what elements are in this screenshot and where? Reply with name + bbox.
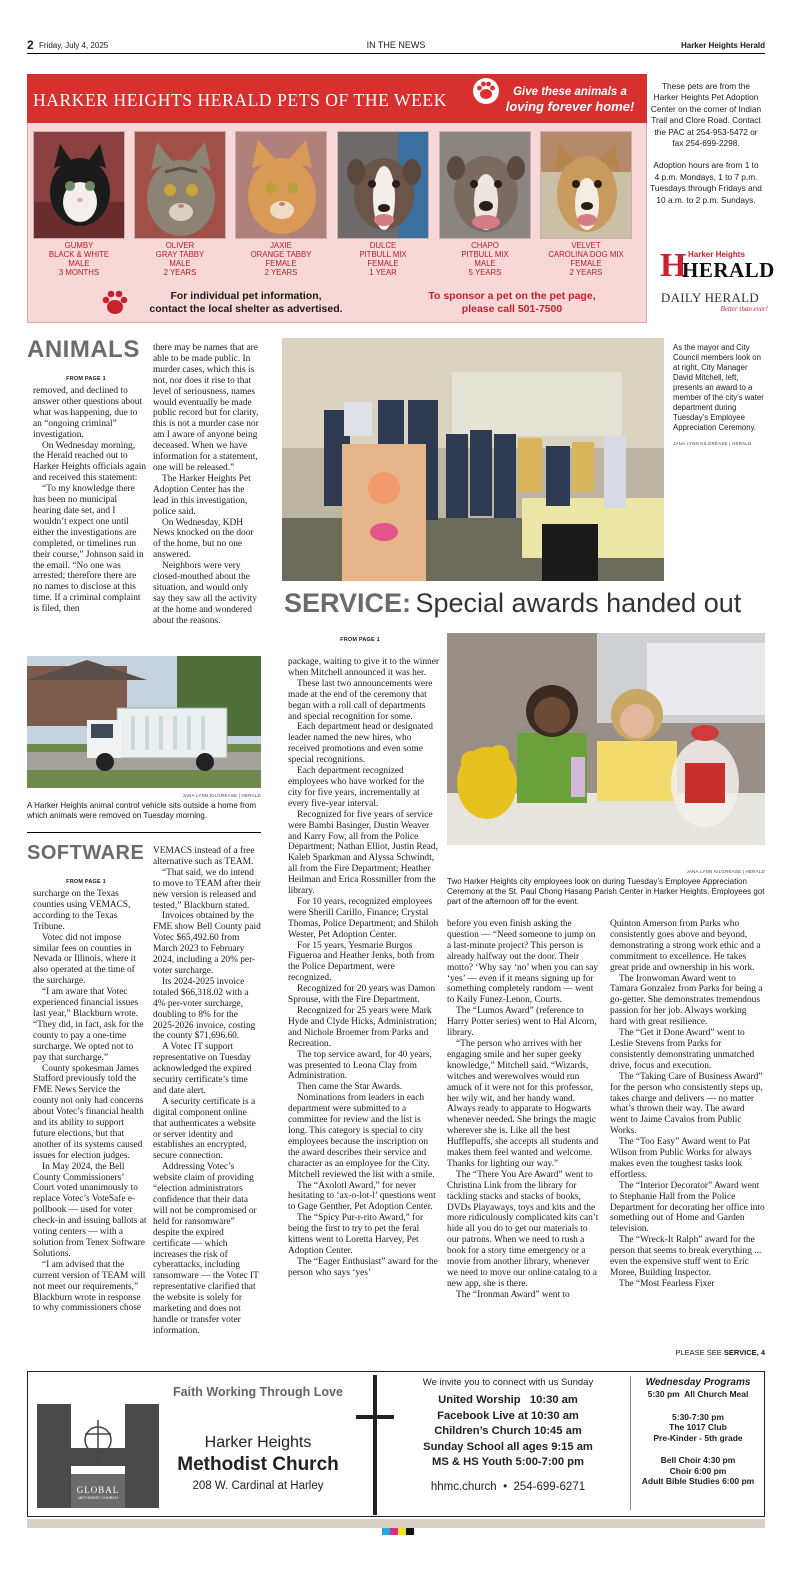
church-contact: hhmc.church • 254-699-6271 bbox=[430, 1481, 586, 1493]
service-column-2: before you even finish asking the question — “Need someone to jump on a last-minute project? This person is already halfway out the door. Their motto? ‘Why say ‘no’ when you can say ‘yes’ — even if it means signing up for something completely random — went to Kaily Funez-Lenon, Courts. The “Lumos Award” (reference to Harry Potter series) went to Hal Alcorn, library. “The person who arrives with her engaging smile and her super geeky knowledge,” Mitchell said. “Wizards, witches and werewolves would run amuck of it were not for this professor, her wily wit, and her handy wand. Always ready to apparate to Hogwarts whenever needed. She brings the magic wherever she is. Like all the best Hufflepuffs, she accepts all students and makes them feel wanted and welcome. Thanks for lighting our way.” The “There You Are Award” went to Christina Link from the library for tackling stacks and stacks of books, DVDs Playaways, toys and kits and the more ridiculously complicated kits can’t hide all you do to get our materials to our patrons. When we need to rush a book for a story time emergency or a movie from another library, whenever we need to move our online catalog to a new app, she is there. The “Ironman Award” went to bbox=[447, 919, 599, 1300]
service-line: Children’s Church 10:45 am bbox=[434, 1425, 582, 1437]
employees-photo-caption: Two Harker Heights city employees look on during Tuesday’s Employee Appreciation Ceremony at the St. Paul Chong Hasang Parish Center in Harker Heights. Employees got part of the afternoon off for the event. bbox=[447, 877, 765, 906]
ceremony-photo-credit: JANA LYNN KILGREASE | HERALD bbox=[673, 441, 752, 446]
animals-photo-credit: JANA LYNN KILGREASE | HERALD bbox=[182, 793, 261, 798]
church-tagline: Faith Working Through Love bbox=[173, 1385, 343, 1399]
jump-line bbox=[610, 1348, 765, 1357]
pet-info-text: For individual pet information, contact the local shelter as advertised. bbox=[149, 290, 343, 315]
software-column-1: surcharge on the Texas counties using VEMACS, according to the Texas Tribune. Votec did not impose similar fees on counties in Nevada or Illinois, where it also operated at the time of the surcharge. “I am aware that Votec experienced financial issues last year,” Blackburn wrote. “They did, in fact, ask for the county to pay a one-time surcharge. We opted not to pay that surcharge.” County spokesman James Stafford previously told the FME News Service the county not only had concerns about Votec’s financial health and its ability to support future elections, but that another of its systems caused issues for election judges. In May 2024, the Bell County Commissioners’ Court voted unanimously to replace Votec’s VoteSafe e-pollbook — used for voter check-in and issuing ballots at voting centers — with a solution from Tenex Software Solutions. “I am advised that the current version of TEAM will not meet our requirements,” Blackburn wrote in response to why commissioners chose bbox=[33, 889, 147, 1314]
pets-tagline bbox=[497, 85, 643, 114]
section-name: IN THE NEWS bbox=[366, 40, 426, 50]
pets-title: HARKER HEIGHTS HERALD PETS OF THE WEEK bbox=[33, 90, 447, 110]
service-column-1: package, waiting to give it to the winner when Mitchell announced it was her. These last two announcements were made at the end of the ceremony that began with a roll call of departments and special recognition for some. Each department head or designated leader named the new hires, who received promotions and even some special recognitions. Each department recognized employees who have worked for the city for five years, incrementally at every five-year interval. Recognized for five years of service were Bambi Basinger, Dustin Weaver and Karry Fow, all from the Police Department; Nathan Elliot, Justin Read, Kaleb Sparkman and Alyssa Schwindt, all from the Fire Department; Heather Heilman and Erica Rossmiller from the library. For 10 years, recognized employees were Sherill Carillo, Finance; Crystal Thomas, Police Department; and Shiloh Wester, Pet Adoption Center. For 15 years, Yesmarie Burgos Figueroa and Heather Jenks, both from the Police Department, were recognized. Recognized for 20 years was Damon Sprouse, with the Fire Department. Recognized for 25 years were Mark Hyde and Clyde Hicks, Administration; and Nichole Broemer from Parks and Recreation. The top service award, for 40 years, was presented to Leona Clay from Administration. Then came the Star Awards. Nominations from leaders in each department were submitted to a committee for review and the list is long. This category is special to city employees because the inscription on the award describes their service and character as an employee for the City. Mitchell reviewed the list with a smile. The “Axolotl Award,” for never hesitating to ‘ax-o-lot-l’ questions went to Gage Genther, Pet Adoption Center. The “Spicy Pur-r-rito Award,” for being the first to try to pet the feral kittens went to Loretta Harvey, Pet Adoption Center. The “Eager Enthusiast” award for the person who says ‘yes’ bbox=[288, 657, 439, 1278]
wed-bible-studies: Adult Bible Studies 6:00 pm bbox=[641, 1476, 755, 1486]
page-date: Friday, July 4, 2025 bbox=[39, 41, 109, 50]
pet-label-jaxie: JAXIE ORANGE TABBY FEMALE 2 YEARS bbox=[250, 241, 312, 277]
page-header bbox=[27, 38, 765, 54]
service-line: Sunday School all ages 9:15 am bbox=[423, 1440, 593, 1453]
animals-photo-caption: A Harker Heights animal control vehicle sits outside a home from which animals were removed on Tuesday morning. bbox=[27, 801, 256, 820]
animals-column-2: there may be names that are able to be made public. In murder cases, which this is not, nor does it rise to that level of seriousness, names would eventually be made public record but for clarity, this is not a murder case nor am I aware of anyone being deceased. When we have information for a statement, one will be released.” The Harker Heights Pet Adoption Center has the lead in this investigation, police said. On Wednesday, KDH News knocked on the door of the home, but no one answered. Neighbors were very closed-mouthed about the situation, and would only say they saw all the activity at the home and wondered about the reasons. bbox=[153, 343, 259, 626]
wed-club-ages: Pre-Kinder - 5th grade bbox=[653, 1432, 743, 1443]
daily-herald-logo: DAILY HERALD bbox=[660, 290, 760, 305]
pet-label-chapo: CHAPO PITBULL MIX MALE 5 YEARS bbox=[461, 241, 509, 277]
church-name-1: Harker Heights bbox=[204, 1434, 312, 1451]
jump-target: SERVICE, 4 bbox=[723, 1348, 765, 1357]
paper-name: Harker Heights Herald bbox=[680, 41, 765, 50]
herald-logo-big: HERALD bbox=[682, 258, 775, 282]
pet-photo-gumby bbox=[33, 131, 125, 239]
pet-photo-velvet bbox=[540, 131, 632, 239]
employees-photo-credit: JANA LYNN KILGREASE | HERALD bbox=[686, 869, 765, 874]
pet-photo-oliver bbox=[134, 131, 226, 239]
divider-rule bbox=[27, 832, 261, 833]
global-logo-text: GLOBAL bbox=[76, 1485, 120, 1495]
registration-marks bbox=[382, 1520, 414, 1527]
wed-meal: 5:30 pm All Church Meal bbox=[647, 1389, 749, 1399]
software-headline: SOFTWARE bbox=[27, 842, 145, 864]
wednesday-programs bbox=[632, 1377, 764, 1487]
wed-club-time: 5:30-7:30 pm bbox=[672, 1411, 724, 1422]
wed-bell-choir: Bell Choir 4:30 pm bbox=[660, 1455, 736, 1465]
service-headline-bold: SERVICE: bbox=[284, 588, 412, 618]
page-number: 2 bbox=[27, 38, 34, 52]
herald-logo-small: Harker Heights bbox=[688, 250, 745, 259]
pet-photo-dulce bbox=[337, 131, 429, 239]
pet-photo-jaxie bbox=[235, 131, 327, 239]
cross-icon bbox=[352, 1375, 398, 1515]
pets-tagline-1: Give these animals a bbox=[513, 86, 627, 98]
pet-sponsor-text: To sponsor a pet on the pet page, please call 501-7500 bbox=[428, 290, 596, 315]
herald-logo bbox=[660, 247, 775, 284]
service-line: United Worship 10:30 am bbox=[438, 1394, 578, 1406]
ceremony-photo-caption: As the mayor and City Council members look on at right, City Manager David Mitchell, left, presents an award to a member of the city’s water department during Tuesday’s Employee Appreciation Ceremony. bbox=[673, 343, 764, 432]
wed-title: Wednesday Programs bbox=[645, 1377, 751, 1388]
service-headline-light: Special awards handed out bbox=[415, 588, 742, 618]
pet-label-gumby: GUMBY BLACK & WHITE MALE 3 MONTHS bbox=[48, 241, 110, 277]
service-headline bbox=[284, 588, 741, 619]
pet-photo-chapo bbox=[439, 131, 531, 239]
pet-label-oliver: OLIVER GRAY TABBY MALE 2 YEARS bbox=[155, 241, 205, 277]
ad-divider bbox=[630, 1376, 631, 1510]
pets-side-info: These pets are from the Harker Heights Pet Adoption Center on the corner of Indian Trail and Clore Road. Contact the PAC at 254-953-5472 or fax 254-699-2298. Adoption hours are from 1 to 4 p.m. Mondays, 1 to 7 p.m. Tuesdays through Fridays and 10 a.m. to 2 p.m. Sundays. bbox=[650, 81, 762, 205]
service-from-page: FROM PAGE 1 bbox=[340, 637, 380, 643]
spacer bbox=[632, 1400, 764, 1412]
jump-prefix: PLEASE SEE bbox=[675, 1348, 722, 1357]
software-from-page: FROM PAGE 1 bbox=[66, 879, 106, 885]
service-column-3: Quinton Amerson from Parks who consistently goes above and beyond, demonstrating a strong work ethic and a commitment to excellence. He takes great pride and ownership in his work. The Ironwoman Award went to Tamara Gonzalez from Parks for being a go-getter. She demonstrates tremendous passion for her job. Always working hard with great resilience. The “Get it Done Award” went to Leslie Stevens from Parks for consistently demonstrating unmatched drive, focus and execution. The “Taking Care of Business Award” for the person who consistently steps up, takes charge and delivers — no matter what’s thrown their way. The award went to Jaime Cavalos from Public Works. The “Too Easy” Award went to Pat Wilson from Public Works for always makes even the toughest tasks look effortless. The “Interior Decorator” Award went to Stephanie Hall from the Police Department for decorating her office into something out of Home and Garden television. The “Wreck-It Ralph” award for the person that seems to break everything ... even the expensive stuff went to Eric Moree, Building Inspector. The “Most Fearless Fixer bbox=[610, 919, 765, 1289]
church-invite: We invite you to connect with us Sunday bbox=[422, 1377, 594, 1388]
animal-control-photo bbox=[27, 656, 261, 788]
pets-tagline-2: loving forever home! bbox=[505, 99, 635, 114]
daily-herald-tagline: Better than ever! bbox=[720, 305, 768, 313]
animals-headline: ANIMALS bbox=[27, 336, 140, 363]
animals-from-page: FROM PAGE 1 bbox=[66, 376, 106, 382]
sunday-services bbox=[393, 1393, 623, 1471]
ceremony-photo bbox=[282, 338, 664, 581]
herald-logo-h: H bbox=[660, 247, 687, 284]
wed-club-name: The 1017 Club bbox=[669, 1422, 727, 1432]
paw-icon bbox=[472, 77, 500, 105]
employees-photo bbox=[447, 633, 765, 845]
pet-label-dulce: DULCE PITBULL MIX FEMALE 1 YEAR bbox=[359, 241, 407, 277]
church-address: 208 W. Cardinal at Harley bbox=[192, 1480, 324, 1492]
animals-column-1: removed, and declined to answer other questions about what was happening, due to an “ongoing criminal” investigation. On Wednesday morning, the Herald reached out to Harker Heights officials again and received this statement: “To my knowledge there has been no municipal hearing date set, and I wouldn’t expect one until either the investigations are completed, or timelines run their course,” Johnson said in the email. “No one was arrested; therefore there are no names to disclose at this time. If a criminal complaint is filed, then bbox=[33, 386, 147, 615]
wed-choir: Choir 6:00 pm bbox=[669, 1465, 727, 1476]
spacer bbox=[632, 1443, 764, 1455]
service-line: MS & HS Youth 5:00-7:00 pm bbox=[432, 1456, 584, 1468]
church-name-2: Methodist Church bbox=[177, 1454, 339, 1475]
global-logo-subtext: METHODIST CHURCH bbox=[78, 1496, 118, 1500]
pet-label-velvet: VELVET CAROLINA DOG MIX FEMALE 2 YEARS bbox=[548, 241, 624, 277]
software-column-2: VEMACS instead of a free alternative such as TEAM. “That said, we do intend to move to TEAM after their new version is released and tested,” Blackburn stated. Invoices obtained by the FME show Bell County paid Votec $65,492.60 from March 2023 to February 2024, including a 20% per-voter surcharge. Its 2024-2025 invoice totaled $66,318.02 with a 4% per-voter surcharge, doubling to 8% for the 2025-2026 invoice, costing the county $71,696.60. A Votec IT support representative on Tuesday acknowledged the expired security certificate’s time and date alert. A security certificate is a digital component online that authenticates a website or server identity and establishes an encrypted, secure connection. Addressing Votec’s website claim of providing “election administrators confidence that their data will not be compromised or held for ransomware” despite the expired certificate — which increases the risk of cyberattacks, including ransomware — the Votec IT representative clarified that the website is solely for marketing and does not handle or transfer voter information. bbox=[153, 846, 261, 1336]
paw-icon bbox=[100, 287, 130, 317]
service-line: Facebook Live at 10:30 am bbox=[437, 1409, 579, 1422]
